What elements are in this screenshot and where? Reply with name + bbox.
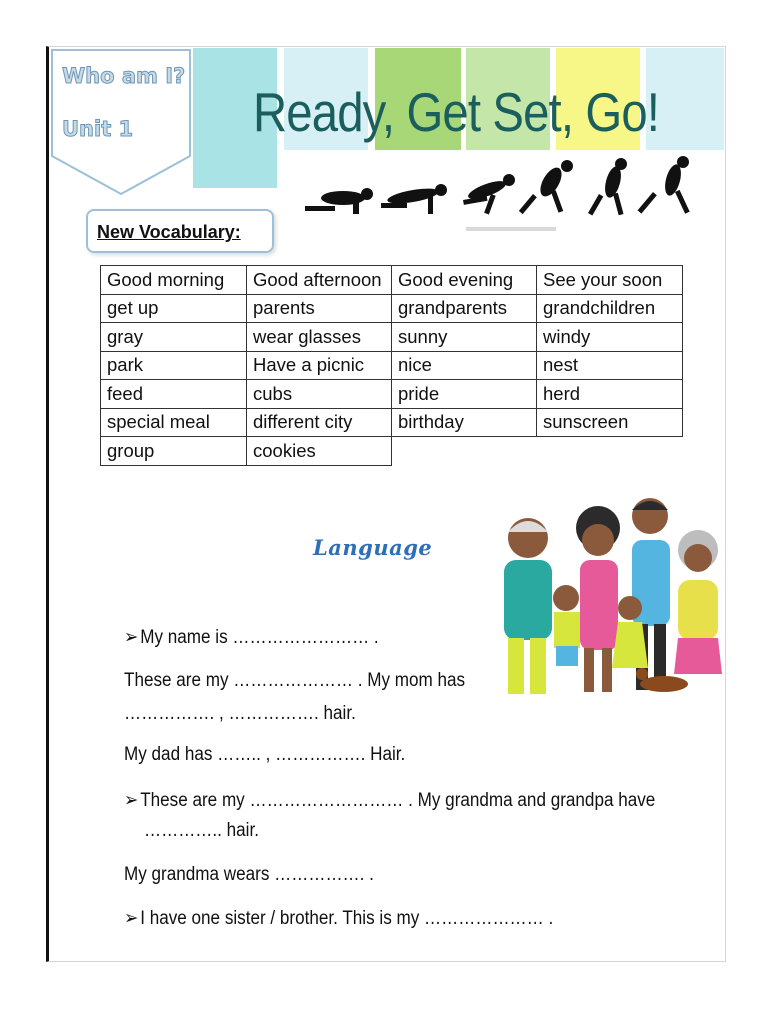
vocab-cell: pride [392, 380, 537, 409]
vocab-cell: cubs [247, 380, 392, 409]
vocab-cell: herd [537, 380, 683, 409]
sentence-text: I have one sister / brother. This is my ………………… . [140, 908, 554, 929]
vocab-cell: parents [247, 294, 392, 323]
vocabulary-badge [86, 209, 274, 253]
vocab-cell: See your soon [537, 266, 683, 295]
table-row [101, 408, 683, 437]
arrow-bullet-icon: ➢ [124, 790, 139, 811]
sentence-dad: My dad has …….. , ……………. Hair. [124, 744, 406, 765]
vocab-cell: Good afternoon [247, 266, 392, 295]
arrow-bullet-icon: ➢ [124, 627, 139, 648]
vocab-cell: Good morning [101, 266, 247, 295]
sentence-sibling [124, 907, 553, 930]
image-caption-smudge [466, 227, 556, 231]
vocab-cell: grandparents [392, 294, 537, 323]
sentence-parents-1: These are my ………………… . My mom has [124, 670, 466, 691]
vocab-cell: Have a picnic [247, 351, 392, 380]
vocab-cell: Good evening [392, 266, 537, 295]
vocab-cell: special meal [101, 408, 247, 437]
sentence-name [124, 626, 379, 649]
page-title: Ready, Get Set, Go! [253, 81, 660, 143]
vocab-cell: feed [101, 380, 247, 409]
runners-silhouette-icon [303, 156, 701, 218]
sentence-parents-2: ……………. , ……………. hair. [124, 703, 356, 724]
vocab-cell: park [101, 351, 247, 380]
vocab-cell: nest [537, 351, 683, 380]
table-row [101, 380, 683, 409]
vocab-cell: gray [101, 323, 247, 352]
table-row [101, 266, 683, 295]
vocab-cell: sunscreen [537, 408, 683, 437]
unit-number: Unit 1 [62, 117, 134, 141]
vocabulary-table [100, 265, 683, 466]
vocab-cell: sunny [392, 323, 537, 352]
sentence-grandparents [124, 789, 655, 812]
family-illustration-icon [474, 488, 728, 710]
vocab-cell: cookies [247, 437, 392, 466]
vocab-cell: get up [101, 294, 247, 323]
table-row [101, 294, 683, 323]
sentence-grandma: My grandma wears ……………. . [124, 864, 374, 885]
sentence-grandparents-2: ………….. hair. [144, 820, 259, 841]
language-heading: Language [313, 535, 433, 560]
sentence-text: These are my ……………………… . My grandma and grandpa have [140, 790, 656, 811]
vocab-cell: birthday [392, 408, 537, 437]
vocab-cell [392, 437, 537, 466]
vocabulary-label: New Vocabulary: [97, 222, 241, 242]
vocab-cell: windy [537, 323, 683, 352]
vocab-cell: different city [247, 408, 392, 437]
vocab-cell: nice [392, 351, 537, 380]
vocab-cell: grandchildren [537, 294, 683, 323]
vocab-cell [537, 437, 683, 466]
vocab-cell: group [101, 437, 247, 466]
arrow-bullet-icon: ➢ [124, 908, 139, 929]
table-row [101, 437, 683, 466]
vocab-cell: wear glasses [247, 323, 392, 352]
table-row [101, 351, 683, 380]
table-row [101, 323, 683, 352]
sentence-text: My name is …………………… . [140, 627, 379, 648]
unit-title: Who am I? [62, 64, 186, 88]
